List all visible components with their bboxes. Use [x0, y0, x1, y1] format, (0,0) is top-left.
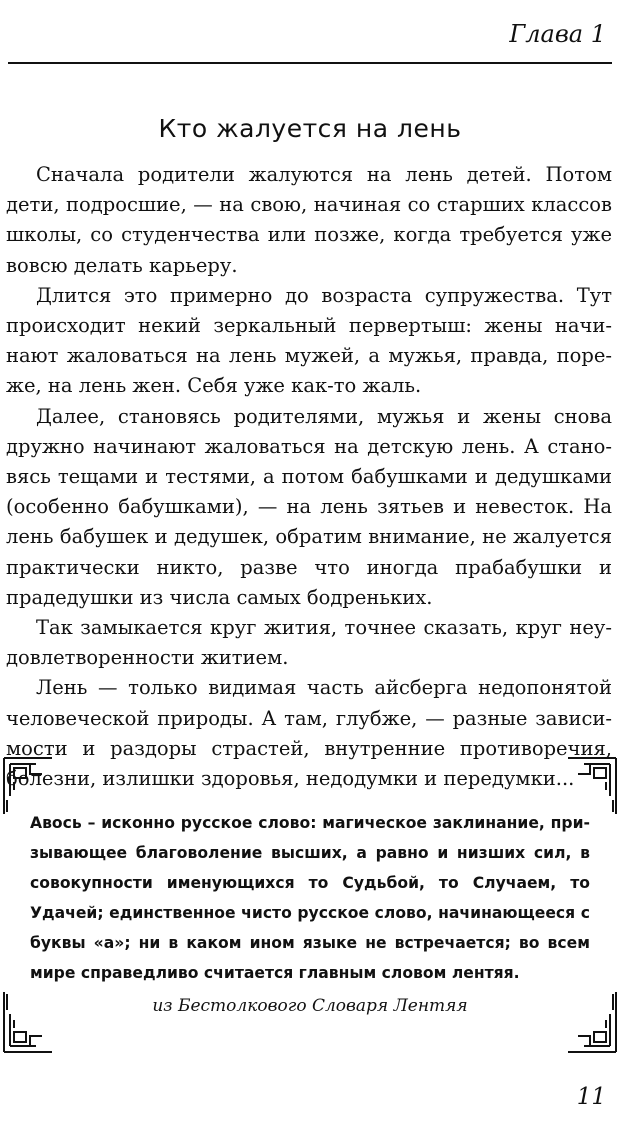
corner-ornament-top-right-icon: [566, 756, 618, 816]
paragraph: Длится это примерно до возраста супружества. Тут происходит некий зеркальный первертыш: жены начинают жаловаться на лень мужей, а мужья, правда, пореже, на лень жен. Себя уже как-то жаль.: [6, 283, 612, 398]
epigraph-quote: Авось – исконно русское слово: магическое заклинание, призывающее благоволение высших, а равно и низших сил, в совокупности именующихся то Судьбой, то Случаем, то Удачей; единственное чисто русское слово, начинающееся с буквы «а»; ни в каком ином языке не встречается; во всем мире справедливо считается главным словом лентяя.: [30, 814, 590, 982]
corner-ornament-top-left-icon: [2, 756, 54, 816]
paragraph: Лень — только видимая часть айсберга недопонятой человеческой природы. А там, глубже, — разные зависимости и раздоры страстей, внутренние противоречия, болезни, излишки здоровья, недодумки и передумки...: [6, 676, 612, 791]
paragraph: Так замыкается круг жития, точнее сказать, круг неудовлетворенности житием.: [6, 616, 612, 670]
header-rule: [8, 62, 612, 64]
running-header-chapter: Глава 1: [509, 20, 606, 48]
paragraph: Далее, становясь родителями, мужья и жены снова дружно начинают жаловаться на детскую лень. А становясь тещами и тестями, а потом бабушками и дедушками (особенно бабушками), — на лень зятьев и невесток. На лень бабушек и дедушек, обратим внимание, не жалуется практически никто, разве что иногда прабабушки и прадедушки из числа самых бодреньких.: [6, 404, 612, 609]
body-text: [6, 160, 612, 794]
page-number: 11: [576, 1084, 606, 1110]
section-title: Кто жалуется на лень: [158, 114, 462, 143]
paragraph: Сначала родители жалуются на лень детей. Потом дети, подросшие, — на свою, начиная со старших классов школы, со студенчества или позже, когда требуется уже вовсю делать карьеру.: [6, 163, 612, 277]
quote-source: из Бестолкового Словаря Лентяя: [152, 996, 468, 1016]
